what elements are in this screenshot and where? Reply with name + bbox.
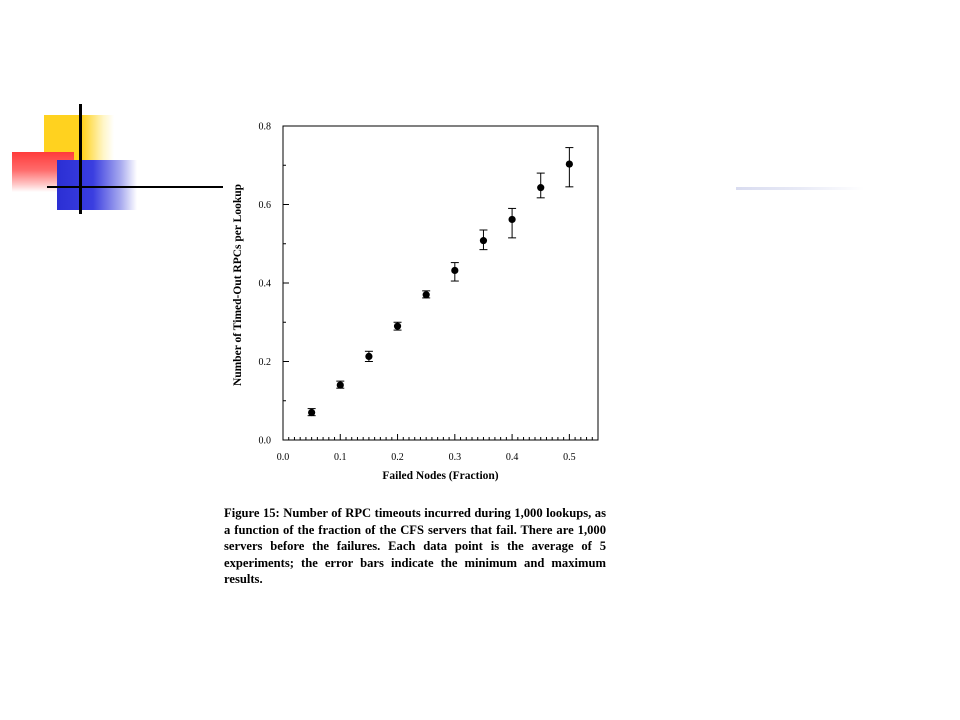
data-point — [394, 323, 401, 330]
x-tick-label: 0.0 — [276, 452, 290, 463]
data-point — [337, 381, 344, 388]
y-tick-label: 0.6 — [258, 200, 271, 211]
data-point — [480, 237, 487, 244]
x-tick-label: 0.1 — [334, 452, 347, 463]
y-tick-label: 0.2 — [258, 357, 271, 368]
y-tick-label: 0.8 — [258, 121, 271, 133]
x-tick-label: 0.3 — [448, 452, 462, 463]
figure-caption: Figure 15: Number of RPC timeouts incurred during 1,000 lookups, as a function of the fraction of the CFS servers that fail. There are 1,000 servers before the failures. Each data point is the average of 5 experiments; the error bars indicate the minimum and maximum results. — [224, 506, 606, 586]
data-point — [451, 267, 458, 274]
error-bars — [308, 148, 574, 416]
data-point — [423, 291, 430, 298]
x-axis-title: Failed Nodes (Fraction) — [382, 470, 499, 482]
x-tick-label: 0.4 — [505, 452, 519, 463]
data-point — [365, 353, 372, 360]
error-bar — [508, 208, 516, 237]
x-tick-label: 0.2 — [391, 452, 404, 463]
y-tick-label: 0.0 — [258, 435, 271, 447]
data-markers — [308, 160, 573, 416]
axis-ticks — [283, 126, 598, 440]
x-tick-label: 0.5 — [563, 452, 576, 463]
data-point — [508, 216, 515, 223]
data-point — [308, 409, 315, 416]
plot-frame — [283, 126, 598, 440]
data-point — [537, 184, 544, 191]
y-axis-title: Number of Timed-Out RPCs per Lookup — [232, 183, 244, 387]
data-point — [566, 160, 573, 167]
tick-labels — [259, 122, 576, 464]
y-tick-label: 0.4 — [258, 278, 271, 290]
